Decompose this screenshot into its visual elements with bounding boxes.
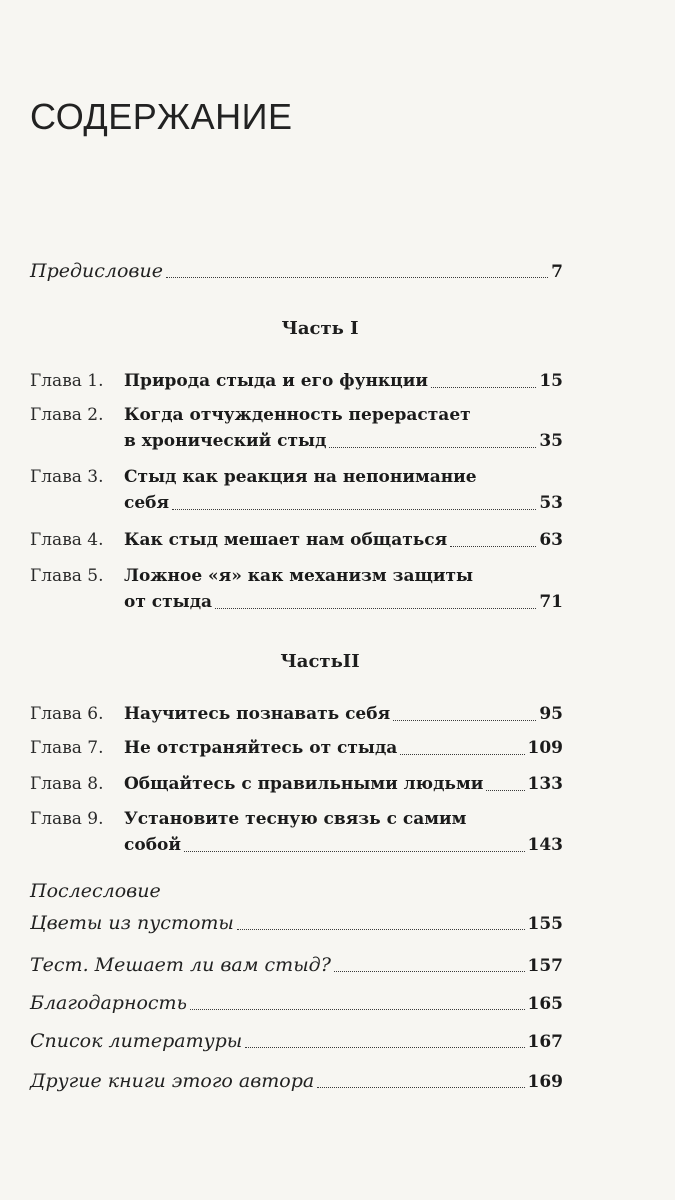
entry-page: 155 (527, 914, 563, 934)
entry-title: Природа стыда и его функции (124, 371, 428, 391)
entry-title-cont: в хронический стыд (124, 431, 327, 451)
entry-page: 165 (527, 994, 563, 1014)
entry-page: 95 (539, 704, 563, 724)
toc-entry-chapter[interactable] (30, 701, 563, 727)
entry-page: 35 (539, 431, 563, 451)
leader-dots (172, 502, 536, 510)
toc-entry-test[interactable] (30, 952, 563, 978)
toc-entry-chapter[interactable] (30, 806, 563, 860)
toc-entry-acknowledgements[interactable] (30, 990, 563, 1016)
leader-dots (317, 1080, 524, 1088)
toc-entry-chapter[interactable] (30, 527, 563, 553)
chapter-number: Глава 9. (30, 809, 104, 829)
entry-page: 157 (527, 956, 563, 976)
entry-title: Установите тесную связь с самим (124, 809, 467, 829)
leader-dots (486, 783, 524, 791)
leader-dots (184, 844, 525, 852)
toc-entry-afterword[interactable] (30, 910, 563, 936)
entry-title: Благодарность (30, 992, 187, 1014)
leader-dots (237, 922, 525, 930)
entry-title-cont: от стыда (124, 592, 213, 612)
leader-dots (431, 380, 536, 388)
entry-title: Когда отчужденность перерастает (124, 405, 471, 425)
entry-page: 53 (539, 493, 563, 513)
chapter-number: Глава 5. (30, 566, 104, 586)
entry-title: Предисловие (30, 260, 163, 282)
entry-title: Стыд как реакция на непонимание (124, 467, 477, 487)
toc-entry-other-books[interactable] (30, 1068, 563, 1094)
entry-title-cont: себя (124, 493, 170, 513)
toc-entry-chapter[interactable] (30, 771, 563, 797)
chapter-number: Глава 4. (30, 530, 104, 550)
chapter-number: Глава 7. (30, 738, 104, 758)
chapter-number: Глава 8. (30, 774, 104, 794)
toc-entry-preface[interactable] (30, 258, 563, 284)
entry-page: 7 (551, 262, 563, 282)
entry-page: 133 (527, 774, 563, 794)
page-title: СОДЕРЖАНИЕ (30, 96, 293, 137)
toc-entry-chapter[interactable] (30, 402, 563, 456)
leader-dots (245, 1040, 524, 1048)
entry-page: 63 (539, 530, 563, 550)
leader-dots (190, 1002, 525, 1010)
entry-title: Тест. Мешает ли вам стыд? (30, 954, 331, 976)
part-heading: ЧастьII (280, 651, 360, 672)
leader-dots (166, 270, 548, 278)
afterword-heading: Послесловие (30, 880, 161, 902)
entry-title-cont: собой (124, 835, 181, 855)
entry-title: Общайтесь с правильными людьми (124, 774, 484, 794)
entry-title: Ложное «я» как механизм защиты (124, 566, 474, 586)
leader-dots (393, 713, 536, 721)
entry-page: 15 (539, 371, 563, 391)
entry-title: Цветы из пустоты (30, 912, 234, 934)
leader-dots (215, 601, 536, 609)
entry-title: Список литературы (30, 1030, 243, 1052)
toc-entry-bibliography[interactable] (30, 1028, 563, 1054)
entry-page: 109 (527, 738, 563, 758)
toc-entry-chapter[interactable] (30, 735, 563, 761)
toc-entry-chapter[interactable] (30, 368, 563, 394)
chapter-number: Глава 1. (30, 371, 104, 391)
entry-page: 167 (527, 1032, 563, 1052)
chapter-number: Глава 2. (30, 405, 104, 425)
leader-dots (450, 539, 536, 547)
toc-entry-chapter[interactable] (30, 563, 563, 617)
chapter-number: Глава 3. (30, 467, 104, 487)
leader-dots (329, 440, 536, 448)
entry-title: Как стыд мешает нам общаться (124, 530, 448, 550)
entry-page: 169 (527, 1072, 563, 1092)
leader-dots (400, 747, 524, 755)
entry-title: Другие книги этого автора (30, 1070, 315, 1092)
entry-title: Научитесь познавать себя (124, 704, 391, 724)
leader-dots (334, 964, 525, 972)
entry-page: 143 (527, 835, 563, 855)
entry-title: Не отстраняйтесь от стыда (124, 738, 398, 758)
chapter-number: Глава 6. (30, 704, 104, 724)
toc-entry-chapter[interactable] (30, 464, 563, 518)
entry-page: 71 (539, 592, 563, 612)
part-heading: Часть I (281, 318, 359, 339)
